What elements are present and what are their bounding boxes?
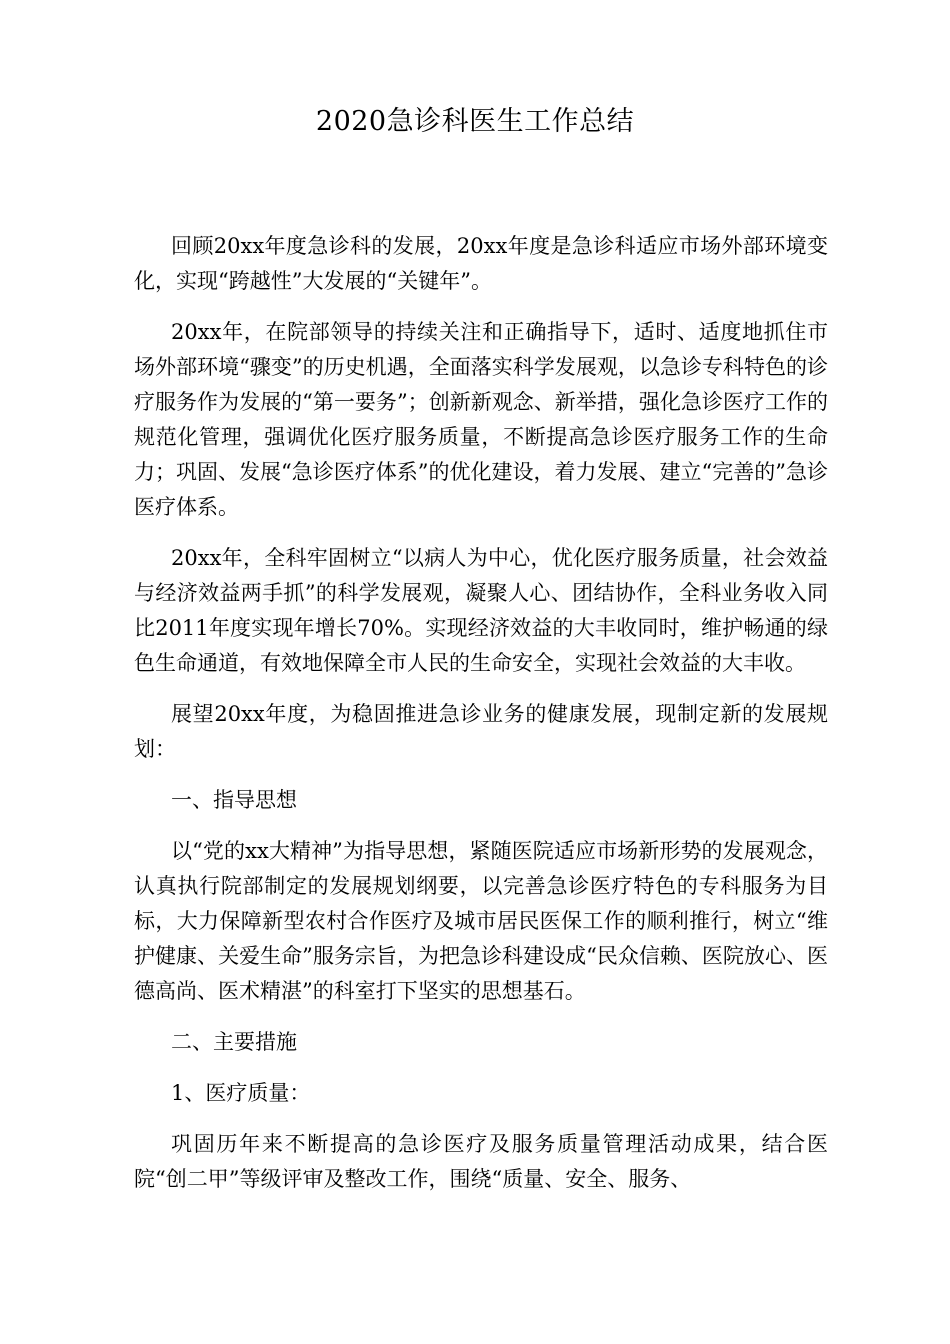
document-title: 2020急诊科医生工作总结 xyxy=(315,106,635,137)
paragraph-medical-quality: 巩固历年来不断提高的急诊医疗及服务质量管理活动成果，结合医院“创二甲”等级评审及整改工作，围绕“质量、安全、服务、 xyxy=(134,1132,828,1191)
paragraph-outlook: 展望20xx年度，为稳固推进急诊业务的健康发展，现制定新的发展规划： xyxy=(134,702,828,761)
section-heading-guiding-ideology: 一、指导思想 xyxy=(171,788,297,812)
paragraph-review: 回顾20xx年度急诊科的发展，20xx年度是急诊科适应市场外部环境变化，实现“跨越性”大发展的“关键年”。 xyxy=(134,234,828,293)
document-body xyxy=(134,229,828,1213)
paragraph-guiding-ideology: 以“党的xx大精神”为指导思想，紧随医院适应市场新形势的发展观念，认真执行院部制定的发展规划纲要，以完善急诊医疗特色的专科服务为目标，大力保障新型农村合作医疗及城市居民医保工作的顺利推行，树立“维护健康、关爱生命”服务宗旨，为把急诊科建设成“民众信赖、医院放心、医德高尚、医术精湛”的科室打下坚实的思想基石。 xyxy=(134,839,828,1003)
subsection-heading-medical-quality: 1、医疗质量： xyxy=(171,1081,311,1105)
paragraph-leadership: 20xx年，在院部领导的持续关注和正确指导下，适时、适度地抓住市场外部环境“骤变”的历史机遇，全面落实科学发展观，以急诊专科特色的诊疗服务作为发展的“第一要务”；创新新观念、新举措，强化急诊医疗工作的规范化管理，强调优化医疗服务质量，不断提高急诊医疗服务工作的生命力；巩固、发展“急诊医疗体系”的优化建设，着力发展、建立“完善的”急诊医疗体系。 xyxy=(134,320,828,519)
section-heading-main-measures: 二、主要措施 xyxy=(171,1030,297,1054)
paragraph-development-view: 20xx年，全科牢固树立“以病人为中心，优化医疗服务质量，社会效益与经济效益两手抓”的科学发展观，凝聚人心、团结协作，全科业务收入同比2011年度实现年增长70%。实现经济效益的大丰收同时，维护畅通的绿色生命通道，有效地保障全市人民的生命安全，实现社会效益的大丰收。 xyxy=(134,546,828,675)
